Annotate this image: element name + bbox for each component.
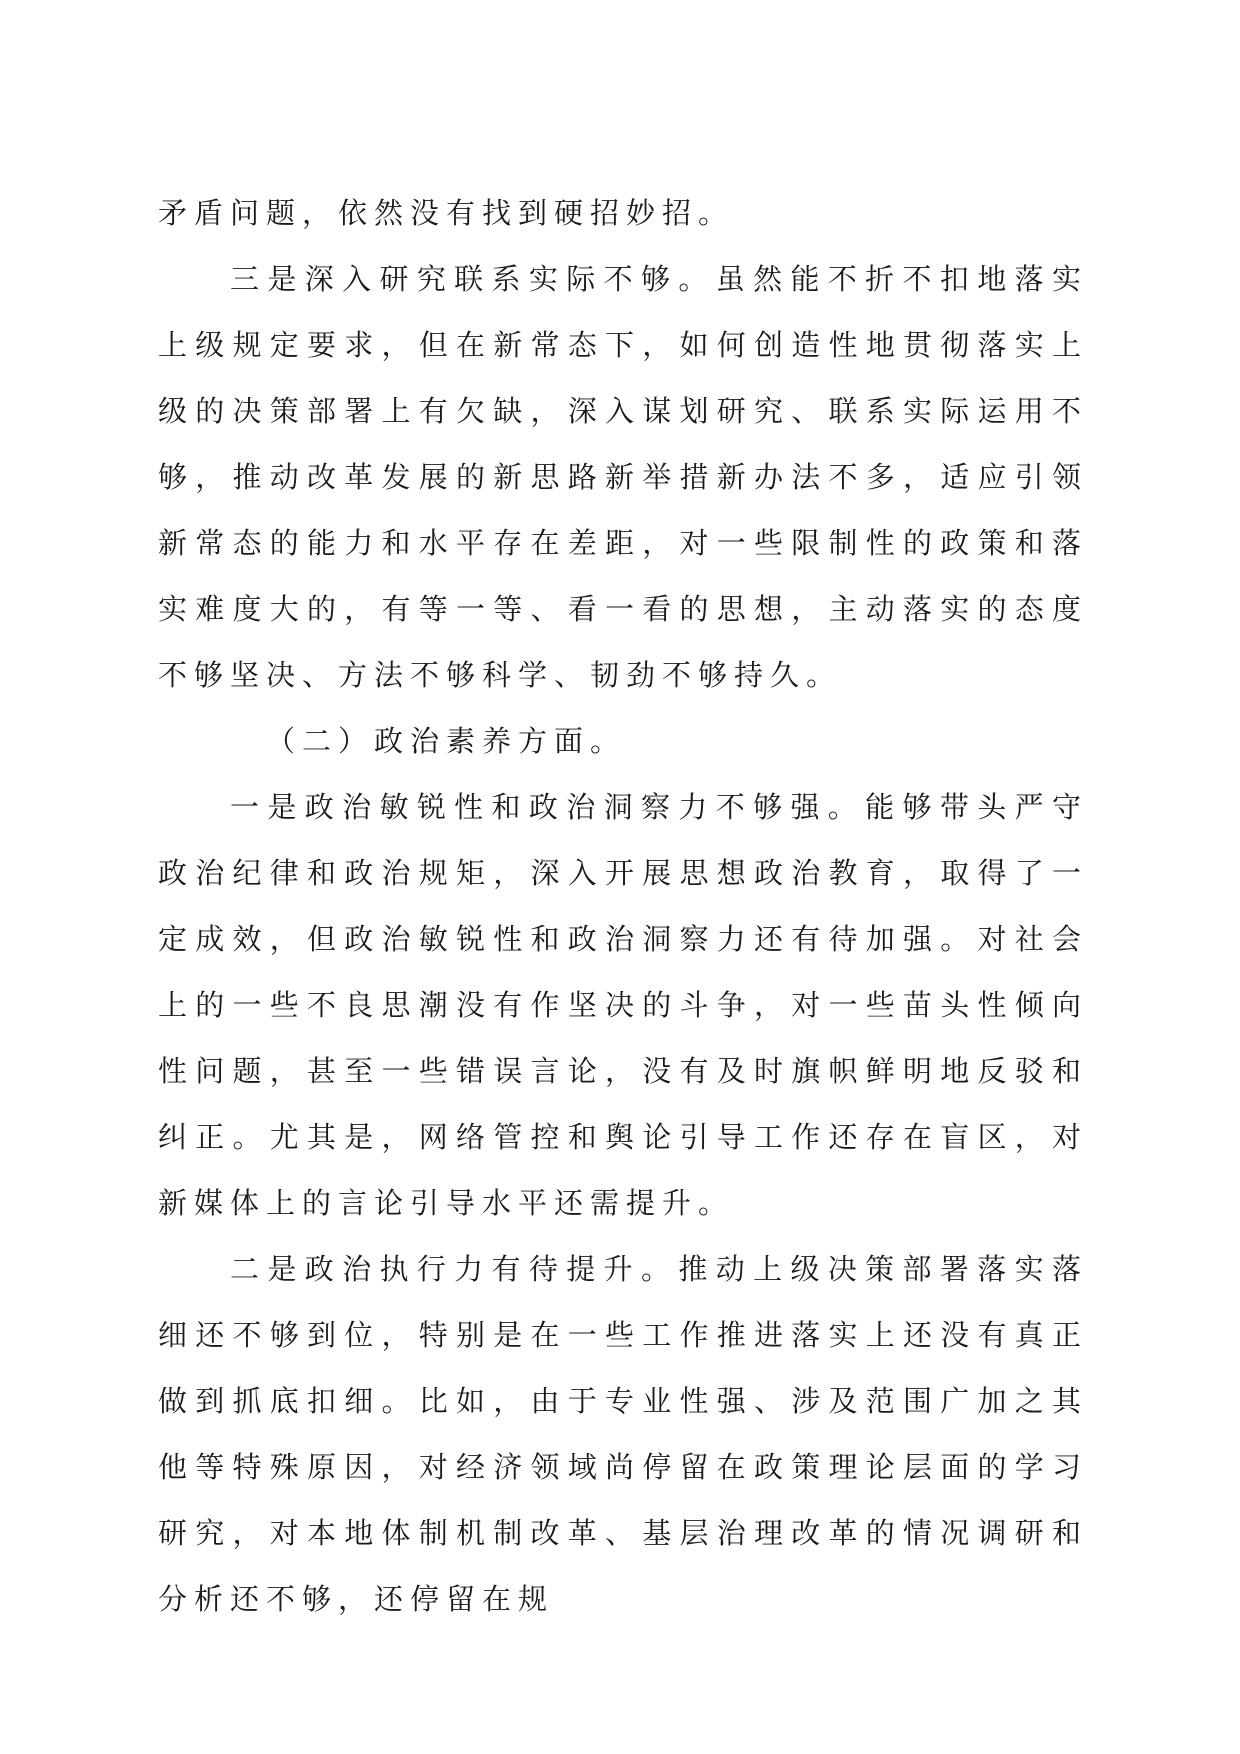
paragraph-political-execution: 二是政治执行力有待提升。推动上级决策部署落实落细还不够到位，特别是在一些工作推进落实上还没有真正做到抓底扣细。比如，由于专业性强、涉及范围广加之其他等特殊原因，对经济领域尚停留在政策理论层面的学习研究，对本地体制机制改革、基层治理改革的情况调研和分析还不够，还停留在规 [158, 1252, 1088, 1616]
paragraph-continuation: 矛盾问题，依然没有找到硬招妙招。 [158, 196, 735, 230]
document-body [158, 180, 1088, 1632]
paragraph-depth-of-research: 三是深入研究联系实际不够。虽然能不折不扣地落实上级规定要求，但在新常态下，如何创造性地贯彻落实上级的决策部署上有欠缺，深入谋划研究、联系实际运用不够，推动改革发展的新思路新举措新办法不多，适应引领新常态的能力和水平存在差距，对一些限制性的政策和落实难度大的，有等一等、看一看的思想，主动落实的态度不够坚决、方法不够科学、韧劲不够持久。 [158, 262, 1088, 692]
paragraph-political-sensitivity: 一是政治敏锐性和政治洞察力不够强。能够带头严守政治纪律和政治规矩，深入开展思想政治教育，取得了一定成效，但政治敏锐性和政治洞察力还有待加强。对社会上的一些不良思潮没有作坚决的斗争，对一些苗头性倾向性问题，甚至一些错误言论，没有及时旗帜鲜明地反驳和纠正。尤其是，网络管控和舆论引导工作还存在盲区，对新媒体上的言论引导水平还需提升。 [158, 790, 1088, 1220]
section-heading-political-literacy: （二）政治素养方面。 [266, 724, 627, 758]
